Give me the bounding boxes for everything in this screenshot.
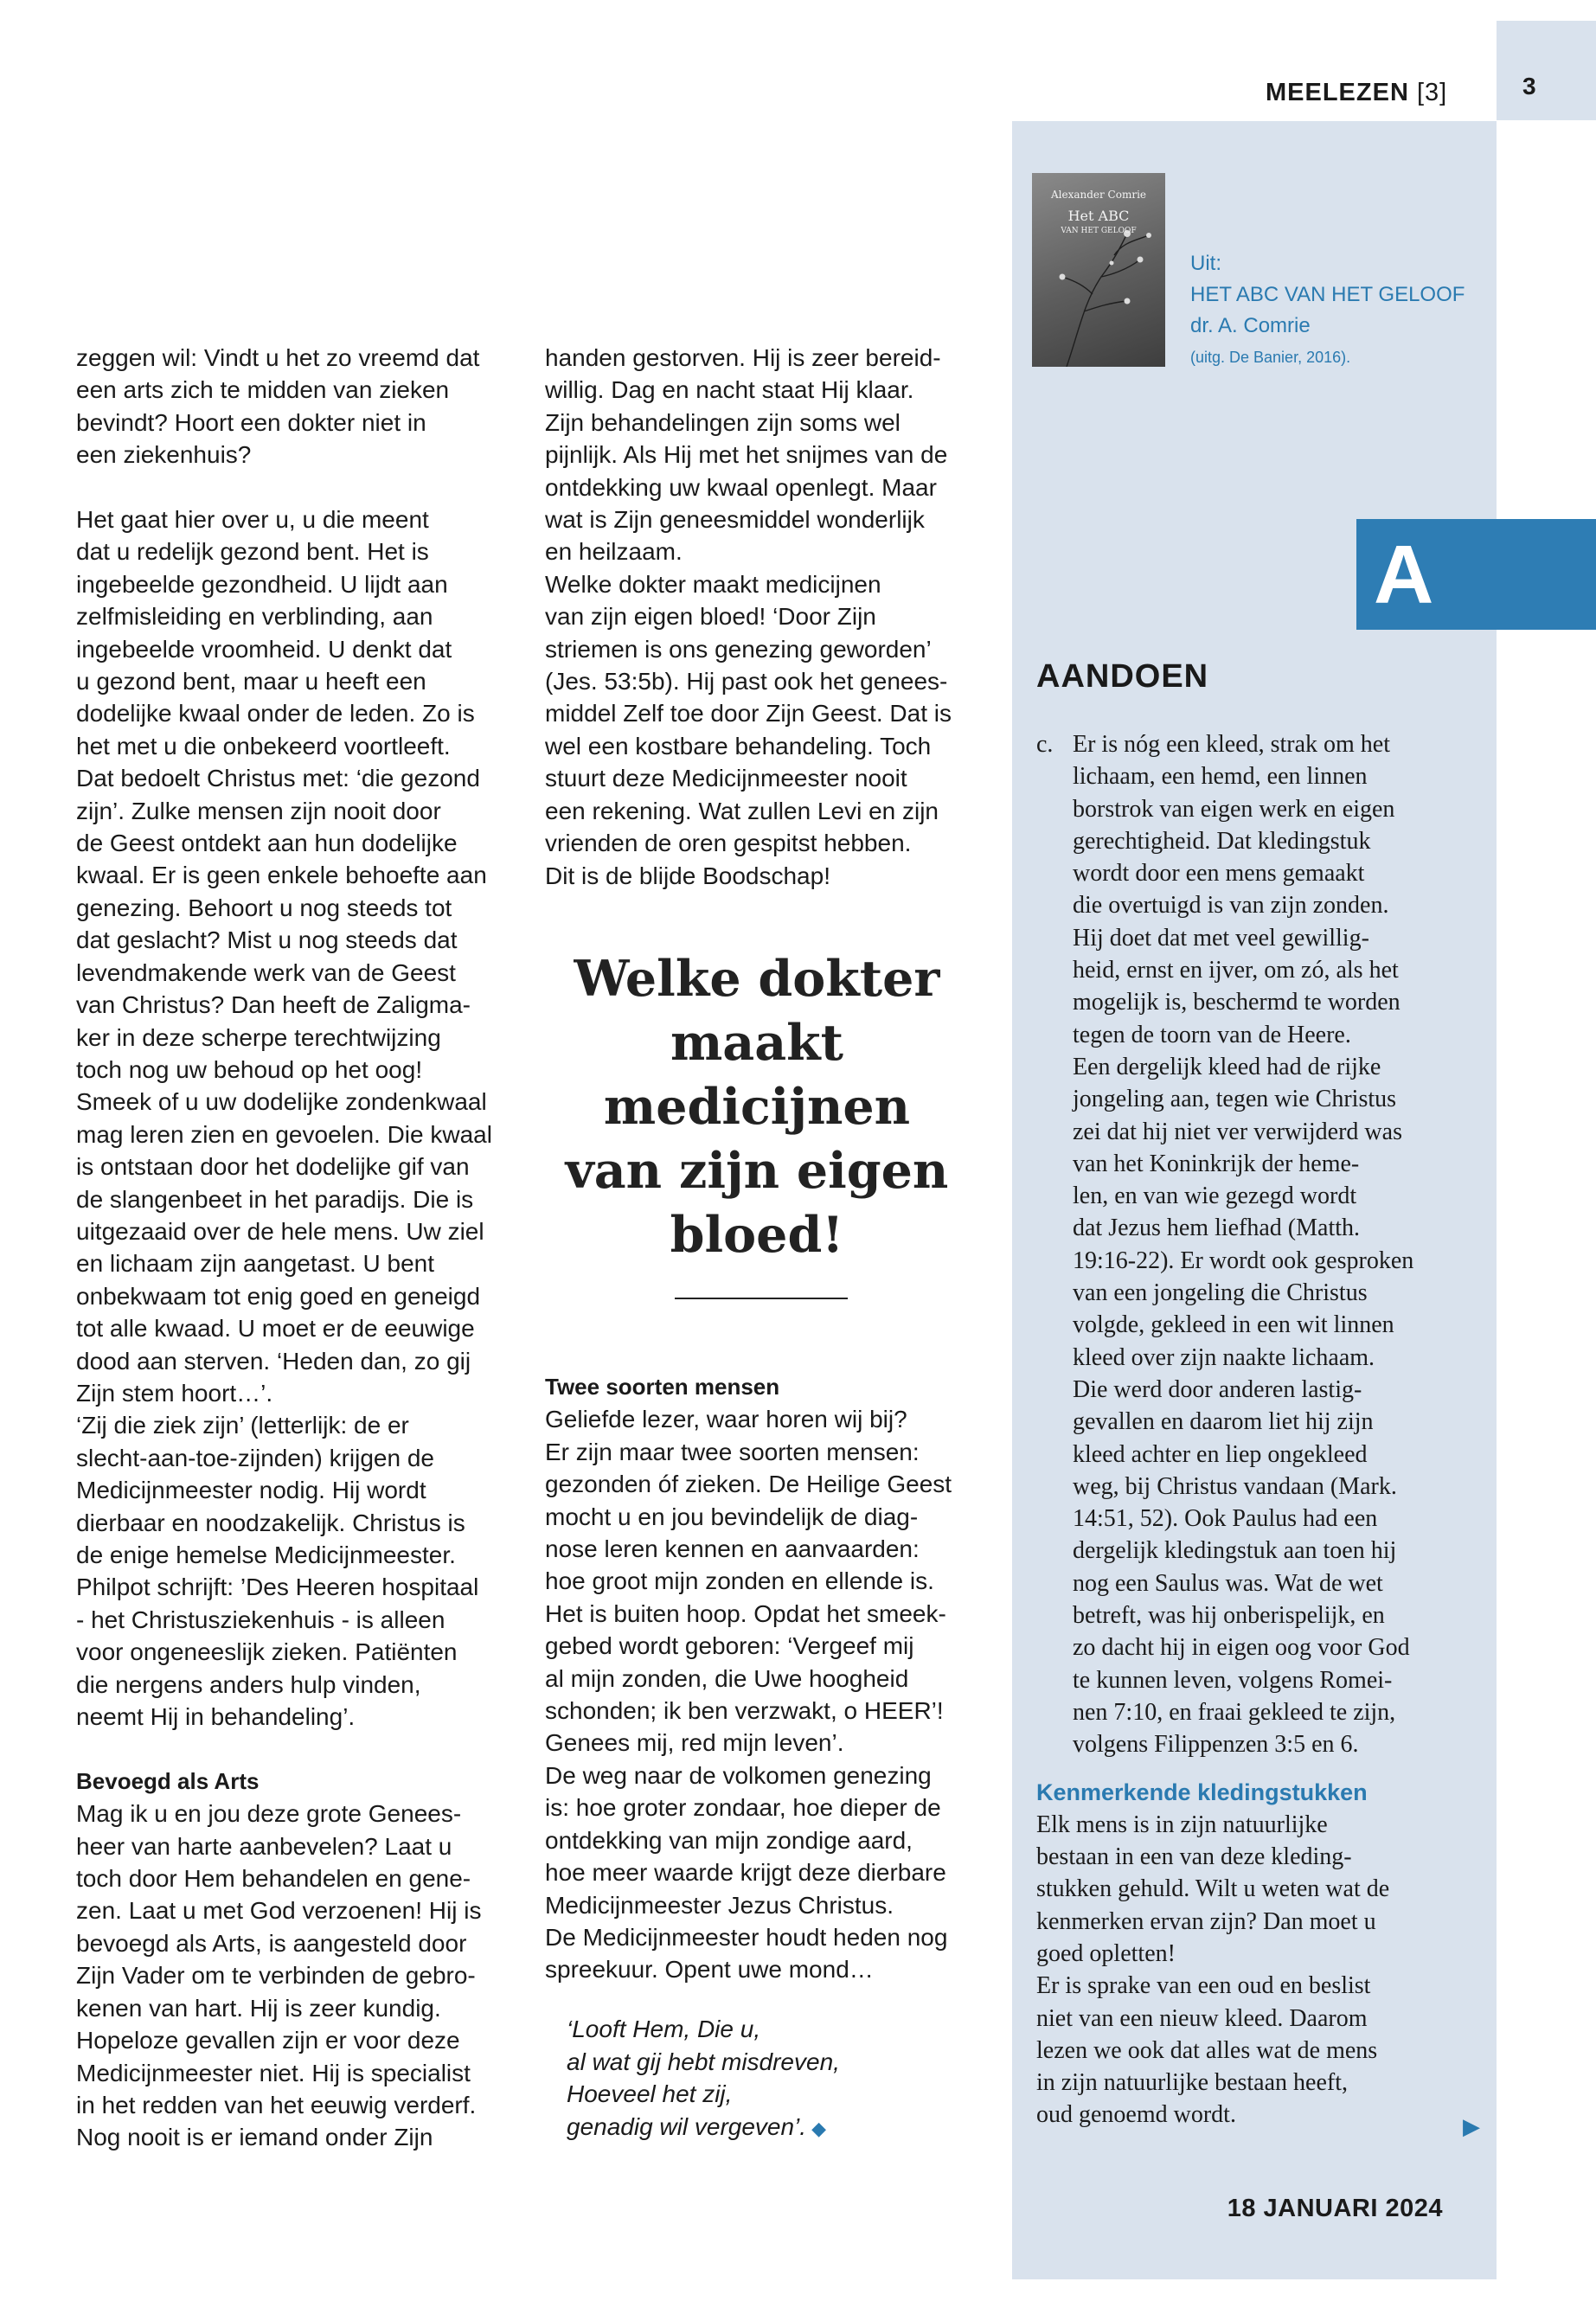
text-line: Philpot schrijft: ’Des Heeren hospitaal: [76, 1574, 479, 1601]
text-line: in zijn natuurlijke bestaan heeft,: [1036, 2069, 1348, 2097]
text-line: lichaam, een hemd, een linnen: [1073, 763, 1368, 791]
text-line: Hoeveel het zij,: [567, 2080, 733, 2107]
text-line: ontdekking van mijn zondige aard,: [545, 1826, 913, 1854]
text-line: Dit is de blijde Boodschap!: [545, 862, 830, 889]
text-line: Zijn Vader om te verbinden de gebro-: [76, 1962, 476, 1990]
text-line: striemen is ons genezing geworden’: [545, 635, 932, 663]
text-line: is ontstaan door het dodelijke gif van: [76, 1153, 470, 1181]
text-line: - het Christusziekenhuis - is alleen: [76, 1606, 445, 1633]
text-line: levendmakende werk van de Geest: [76, 958, 456, 986]
text-line: betreft, was hij onberispelijk, en: [1073, 1602, 1385, 1630]
text-line: kleed over zijn naakte lichaam.: [1073, 1343, 1375, 1371]
text-line: van een jongeling die Christus: [1073, 1279, 1368, 1307]
text-line: de Geest ontdekt aan hun dodelijke: [76, 830, 458, 857]
text-line: zelfmisleiding en verblinding, aan: [76, 603, 433, 631]
text-line: Hij doet dat met veel gewillig-: [1073, 924, 1369, 952]
sidebar-title: AANDOEN: [1036, 658, 1209, 695]
text-line: hoe meer waarde krijgt deze dierbare: [545, 1859, 946, 1887]
col2-paragraph-a: [545, 342, 986, 892]
text-line: ontdekking uw kwaal openlegt. Maar: [545, 473, 937, 501]
col1-paragraph-b: [76, 503, 526, 1733]
text-line: tot alle kwaad. U moet er de eeuwige: [76, 1315, 475, 1343]
text-line: nog een Saulus was. Wat de wet: [1073, 1569, 1383, 1597]
text-line: ingebeelde vroomheid. U denkt dat: [76, 635, 452, 663]
text-line: pijnlijk. Als Hij met het snijmes van de: [545, 441, 948, 469]
text-line: kleed achter en liep ongekleed: [1073, 1440, 1368, 1468]
text-line: goed opletten!: [1036, 1939, 1176, 1967]
text-line: dood aan sterven. ‘Heden dan, zo gij: [76, 1347, 471, 1375]
text-line: Medicijnmeester Jezus Christus.: [545, 1891, 894, 1919]
text-line: van zijn eigen: [565, 1142, 949, 1200]
text-line: Dat bedoelt Christus met: ‘die gezond: [76, 765, 480, 792]
text-line: zen. Laat u met God verzoenen! Hij is: [76, 1897, 482, 1925]
text-line: en heilzaam.: [545, 538, 683, 566]
text-line: kenen van hart. Hij is zeer kundig.: [76, 1994, 441, 2022]
text-line: dat Jezus hem liefhad (Matth.: [1073, 1215, 1361, 1242]
text-line: Welke dokter maakt medicijnen: [545, 570, 881, 598]
list-item-body: [1073, 728, 1469, 1761]
text-line: en lichaam zijn aangetast. U bent: [76, 1250, 435, 1278]
text-line: ker in deze scherpe terechtwijzing: [76, 1023, 441, 1051]
sidebar-heading: Kenmerkende kledingstukken: [1036, 1779, 1368, 1805]
text-line: u gezond bent, maar u heeft een: [76, 668, 426, 695]
text-line: De Medicijnmeester houdt heden nog: [545, 1923, 948, 1951]
sidebar-text: [1036, 728, 1469, 2131]
text-line: zei dat hij niet ver verwijderd was: [1073, 1118, 1402, 1145]
text-line: wel een kostbare behandeling. Toch: [545, 732, 932, 760]
article-column-2: [545, 342, 986, 892]
text-line: maakt: [670, 1014, 843, 1072]
text-line: een arts zich te midden van zieken: [76, 376, 450, 404]
sidebar-paragraph: [1036, 1809, 1469, 2131]
text-line: zijn’. Zulke mensen zijn nooit door: [76, 797, 441, 824]
poem-quote: [567, 2013, 982, 2144]
text-line: heid, ernst en ijver, om zó, als het: [1073, 957, 1399, 984]
text-line: niet van een nieuw kleed. Daarom: [1036, 2004, 1368, 2032]
text-line: dr. A. Comrie: [1190, 314, 1311, 337]
text-line: medicijnen: [603, 1078, 911, 1136]
text-line: toch door Hem behandelen en gene-: [76, 1865, 471, 1893]
text-line: voor ongeneeslijk zieken. Patiënten: [76, 1638, 458, 1666]
text-line: len, en van wie gezegd wordt: [1073, 1183, 1357, 1210]
text-line: in het redden van het eeuwig verderf.: [76, 2091, 477, 2118]
text-line: wat is Zijn geneesmiddel wonderlijk: [545, 506, 925, 534]
text-line: een rekening. Wat zullen Levi en zijn: [545, 797, 939, 824]
letter-marker-text: A: [1374, 529, 1434, 621]
text-line: neemt Hij in behandeling’.: [76, 1703, 356, 1731]
text-line: een ziekenhuis?: [76, 441, 252, 469]
text-line: al mijn zonden, die Uwe hoogheid: [545, 1664, 909, 1692]
text-line: mag leren zien en gevoelen. Die kwaal: [76, 1120, 492, 1148]
poem-lines: [567, 2013, 982, 2144]
text-line: 19:16-22). Er wordt ook gesproken: [1073, 1247, 1414, 1274]
issue-date: 18 JANUARI 2024: [1227, 2195, 1443, 2222]
text-line: van zijn eigen bloed! ‘Door Zijn: [545, 603, 876, 631]
text-line: gerechtigheid. Dat kledingstuk: [1073, 827, 1371, 855]
text-line: hoe groot mijn zonden en ellende is.: [545, 1567, 934, 1595]
book-title: Het ABC: [1067, 208, 1130, 224]
text-line: dodelijke kwaal onder de leden. Zo is: [76, 700, 475, 727]
text-line: stuurt deze Medicijnmeester nooit: [545, 765, 907, 792]
source-credit: [1190, 248, 1484, 373]
text-line: Hopeloze gevallen zijn er voor deze: [76, 2027, 460, 2054]
text-line: slecht-aan-toe-zijnden) krijgen de: [76, 1444, 434, 1471]
book-subtitle: VAN HET GELOOF: [1061, 227, 1137, 235]
col1-heading: Bevoegd als Arts: [76, 1767, 260, 1794]
col1-paragraph-c: [76, 1798, 526, 2153]
text-line: handen gestorven. Hij is zeer bereid-: [545, 344, 941, 371]
text-line: schonden; ik ben verzwakt, o HEER’!: [545, 1697, 944, 1725]
source-lines: [1190, 248, 1484, 342]
col1-paragraph-a: [76, 342, 526, 471]
text-line: Medicijnmeester niet. Hij is specialist: [76, 2059, 471, 2086]
text-line: 14:51, 52). Ook Paulus had een: [1073, 1505, 1378, 1533]
text-line: het met u die onbekeerd voortleeft.: [76, 732, 451, 760]
text-line: van Christus? Dan heeft de Zaligma-: [76, 991, 471, 1019]
text-line: Mag ik u en jou deze grote Genees-: [76, 1800, 462, 1828]
text-line: de enige hemelse Medicijnmeester.: [76, 1541, 456, 1569]
text-line: Er is sprake van een oud en beslist: [1036, 1972, 1371, 2000]
text-line: Een dergelijk kleed had de rijke: [1073, 1053, 1381, 1080]
text-line: nose leren kennen en aanvaarden:: [545, 1535, 920, 1563]
list-item-c: [1036, 728, 1469, 1761]
text-line: zeggen wil: Vindt u het zo vreemd dat: [76, 344, 480, 371]
text-line: volgde, gekleed in een wit linnen: [1073, 1311, 1394, 1339]
text-line: vrienden de oren gespitst hebben.: [545, 830, 912, 857]
text-line: spreekuur. Opent uwe mond…: [545, 1956, 874, 1984]
text-line: dergelijk kledingstuk aan toen hij: [1073, 1537, 1397, 1565]
text-line: Smeek of u uw dodelijke zondenkwaal: [76, 1088, 487, 1116]
text-line: bestaan in een van deze kleding-: [1036, 1843, 1352, 1871]
book-cover-image: [1032, 173, 1165, 367]
text-line: Geliefde lezer, waar horen wij bij?: [545, 1406, 907, 1433]
text-line: weg, bij Christus vandaan (Mark.: [1073, 1472, 1397, 1500]
text-line: wordt door een mens gemaakt: [1073, 860, 1365, 888]
text-line: die overtuigd is van zijn zonden.: [1073, 892, 1389, 920]
text-line: Elk mens is in zijn natuurlijke: [1036, 1811, 1328, 1838]
article-column-2-continued: [545, 1371, 986, 1986]
text-line: kwaal. Er is geen enkele behoefte aan: [76, 862, 487, 889]
text-line: Zijn behandelingen zijn soms wel: [545, 408, 901, 436]
text-line: willig. Dag en nacht staat Hij klaar.: [545, 376, 914, 404]
text-line: Die werd door anderen lastig-: [1073, 1375, 1362, 1403]
book-author: Alexander Comrie: [1050, 189, 1147, 201]
text-line: oud genoemd wordt.: [1036, 2101, 1236, 2129]
text-line: Het gaat hier over u, u die meent: [76, 506, 429, 534]
text-line: ingebeelde gezondheid. U lijdt aan: [76, 570, 448, 598]
text-line: kenmerken ervan zijn? Dan moet u: [1036, 1907, 1376, 1935]
text-line: dierbaar en noodzakelijk. Christus is: [76, 1509, 465, 1536]
text-line: die nergens anders hulp vinden,: [76, 1670, 421, 1698]
text-line: ‘Zij die ziek zijn’ (letterlijk: de er: [76, 1412, 409, 1439]
text-line: mogelijk is, beschermd te worden: [1073, 989, 1401, 1016]
text-line: dat geslacht? Mist u nog steeds dat: [76, 926, 458, 954]
text-line: jongeling aan, tegen wie Christus: [1073, 1086, 1397, 1113]
text-line: bevoegd als Arts, is aangesteld door: [76, 1929, 467, 1957]
text-line: tegen de toorn van de Heere.: [1073, 1021, 1351, 1048]
end-mark-icon: ◆: [806, 2117, 827, 2139]
text-line: gebed wordt geboren: ‘Vergeef mij: [545, 1632, 914, 1660]
text-line: de slangenbeet in het paradijs. Die is: [76, 1185, 474, 1213]
text-line: is: hoe groter zondaar, hoe dieper de: [545, 1794, 941, 1822]
text-line: genezing. Behoort u nog steeds tot: [76, 894, 452, 921]
section-name: MEELEZEN: [1266, 79, 1409, 106]
text-line: dat u redelijk gezond bent. Het is: [76, 538, 429, 566]
text-line: middel Zelf toe door Zijn Geest. Dat is: [545, 700, 952, 727]
text-line: Er zijn maar twee soorten mensen:: [545, 1438, 920, 1465]
text-line: zo dacht hij in eigen oog voor God: [1073, 1634, 1410, 1662]
section-number: [3]: [1416, 79, 1448, 106]
text-line: Het is buiten hoop. Opdat het smeek-: [545, 1599, 946, 1627]
text-line: (Jes. 53:5b). Hij past ook het genees-: [545, 668, 948, 695]
text-line: Uit:: [1190, 252, 1221, 275]
text-line: stukken gehuld. Wilt u weten wat de: [1036, 1875, 1390, 1903]
col2-heading: Twee soorten mensen: [545, 1374, 780, 1400]
continue-arrow-icon: ▶: [1463, 2113, 1480, 2139]
text-line: Welke dokter: [574, 950, 940, 1008]
source-publisher: (uitg. De Banier, 2016).: [1190, 349, 1351, 366]
text-line: te kunnen leven, volgens Romei-: [1073, 1666, 1393, 1694]
text-line: Medicijnmeester nodig. Hij wordt: [76, 1477, 426, 1504]
text-line: heer van harte aanbevelen? Laat u: [76, 1832, 452, 1860]
text-line: van het Koninkrijk der heme-: [1073, 1150, 1360, 1177]
branch-illustration: [1032, 173, 1165, 367]
page-number-tab: [1497, 21, 1596, 120]
text-line: onbekwaam tot enig goed en geneigd: [76, 1282, 481, 1310]
pull-quote-rule: [675, 1298, 848, 1299]
text-line: ‘Looft Hem, Die u,: [567, 2016, 761, 2042]
text-line: volgens Filippenzen 3:5 en 6.: [1073, 1731, 1359, 1759]
text-line: toch nog uw behoud op het oog!: [76, 1055, 423, 1083]
text-line: genadig wil vergeven’. ◆: [567, 2112, 827, 2140]
text-line: gezonden óf zieken. De Heilige Geest: [545, 1471, 952, 1498]
article-column-1: [76, 342, 526, 2154]
text-line: bloed!: [670, 1206, 844, 1264]
text-line: Er is nóg een kleed, strak om het: [1073, 731, 1391, 758]
text-line: uitgezaaid over de hele mens. Uw ziel: [76, 1217, 484, 1245]
text-line: De weg naar de volkomen genezing: [545, 1761, 932, 1789]
section-label: [1266, 75, 1447, 110]
text-line: mocht u en jou bevindelijk de diag-: [545, 1503, 919, 1530]
text-line: lezen we ook dat alles wat de mens: [1036, 2036, 1378, 2064]
page-number: 3: [1522, 73, 1536, 99]
text-line: borstrok van eigen werk en eigen: [1073, 795, 1395, 823]
pull-quote: [545, 947, 969, 1267]
list-item-label: c.: [1036, 731, 1054, 758]
text-line: HET ABC VAN HET GELOOF: [1190, 283, 1465, 306]
text-line: nen 7:10, en fraai gekleed te zijn,: [1073, 1698, 1396, 1726]
text-line: Zijn stem hoort…’.: [76, 1379, 273, 1407]
text-line: al wat gij hebt misdreven,: [567, 2048, 840, 2075]
col2-paragraph-b: [545, 1403, 986, 1985]
text-line: Genees mij, red mijn leven’.: [545, 1729, 844, 1757]
letter-marker: [1356, 519, 1596, 630]
text-line: Nog nooit is er iemand onder Zijn: [76, 2124, 433, 2151]
text-line: gevallen en daarom liet hij zijn: [1073, 1408, 1374, 1436]
text-line: bevindt? Hoort een dokter niet in: [76, 408, 426, 436]
